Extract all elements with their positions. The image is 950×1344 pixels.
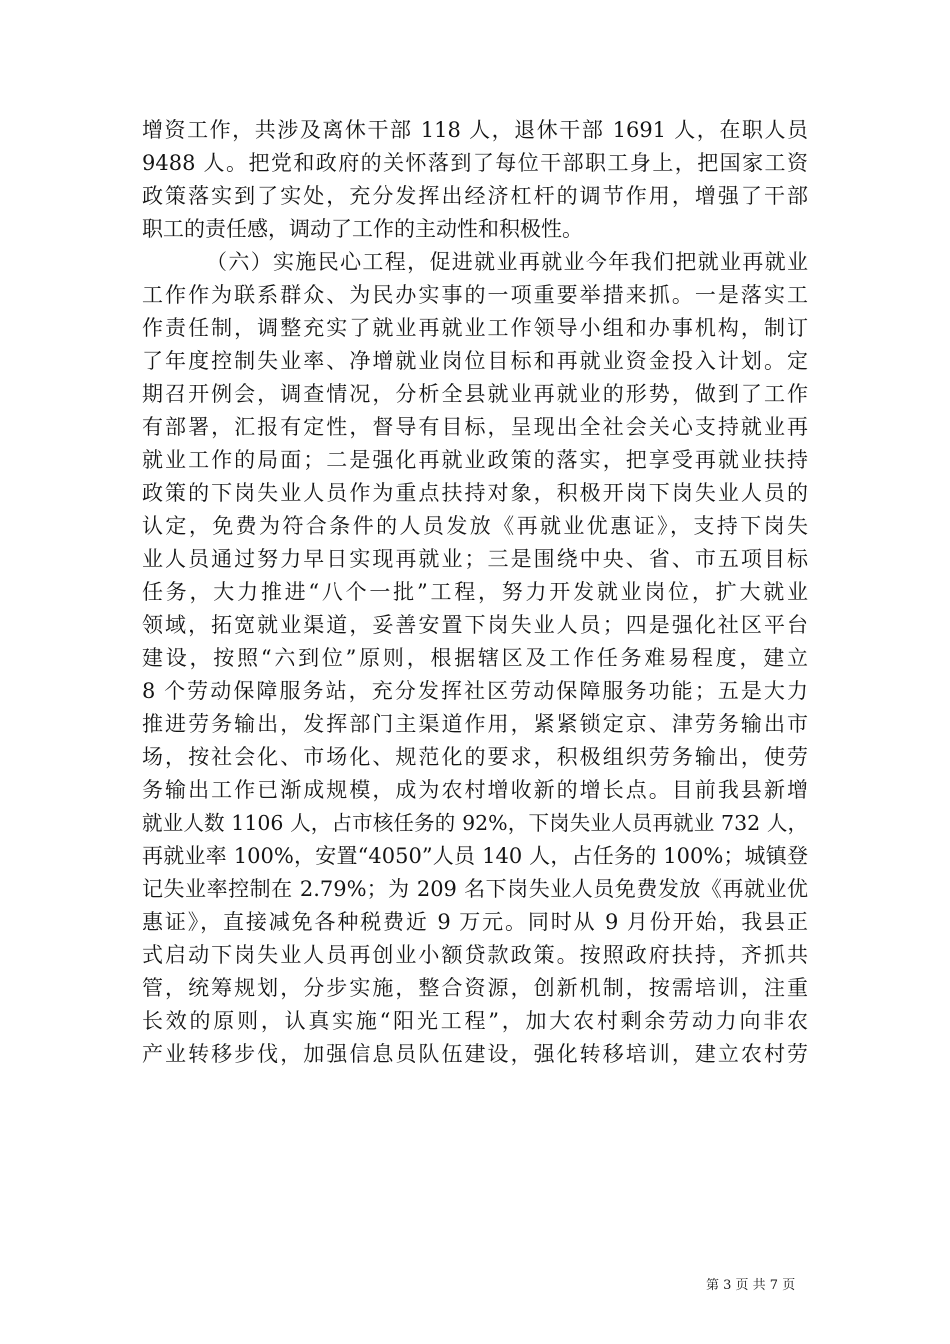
text-line: 领域，拓宽就业渠道，妥善安置下岗失业人员；四是强化社区平台 (142, 613, 808, 637)
text-line: 式启动下岗失业人员再创业小额贷款政策。按照政府扶持，齐抓共 (142, 943, 808, 967)
text-line: 有部署，汇报有定性，督导有目标，呈现出全社会关心支持就业再 (142, 415, 808, 439)
text-line: 工作作为联系群众、为民办实事的一项重要举措来抓。一是落实工 (142, 283, 808, 307)
text-line: 产业转移步伐，加强信息员队伍建设，强化转移培训，建立农村劳 (142, 1042, 808, 1066)
text-line: 务输出工作已渐成规模，成为农村增收新的增长点。目前我县新增 (142, 778, 808, 802)
text-line: 建设，按照“六到位”原则，根据辖区及工作任务难易程度，建立 (142, 646, 808, 670)
text-line: 长效的原则，认真实施“阳光工程”，加大农村剩余劳动力向非农 (142, 1009, 808, 1033)
text-line: 9488 人。把党和政府的关怀落到了每位干部职工身上，把国家工资 (142, 151, 808, 175)
paragraph-start-line: （六）实施民心工程，促进就业再就业今年我们把就业再就业 (206, 250, 808, 274)
text-line: 认定，免费为符合条件的人员发放《再就业优惠证》，支持下岗失 (142, 514, 808, 538)
text-line: 政策的下岗失业人员作为重点扶持对象，积极开岗下岗失业人员的 (142, 481, 808, 505)
page-number-footer: 第 3 页 共 7 页 (706, 1278, 796, 1293)
text-line: 期召开例会，调查情况，分析全县就业再就业的形势，做到了工作 (142, 382, 808, 406)
text-line: 政策落实到了实处，充分发挥出经济杠杆的调节作用，增强了干部 (142, 184, 808, 208)
text-line: 就业工作的局面；二是强化再就业政策的落实，把享受再就业扶持 (142, 448, 808, 472)
text-line: 就业人数 1106 人，占市核任务的 92%，下岗失业人员再就业 732 人， (142, 811, 808, 835)
text-line: 增资工作，共涉及离休干部 118 人，退休干部 1691 人，在职人员 (142, 118, 808, 142)
text-line: 作责任制，调整充实了就业再就业工作领导小组和办事机构，制订 (142, 316, 808, 340)
text-line: 了年度控制失业率、净增就业岗位目标和再就业资金投入计划。定 (142, 349, 808, 373)
text-line: 场，按社会化、市场化、规范化的要求，积极组织劳务输出，使劳 (142, 745, 808, 769)
text-line: 再就业率 100%，安置“4050”人员 140 人，占任务的 100%；城镇登 (142, 844, 808, 868)
text-line: 惠证》，直接减免各种税费近 9 万元。同时从 9 月份开始，我县正 (142, 910, 808, 934)
body-text (142, 114, 808, 1071)
text-line: 任务，大力推进“八个一批”工程，努力开发就业岗位，扩大就业 (142, 580, 808, 604)
text-line: 业人员通过努力早日实现再就业；三是围绕中央、省、市五项目标 (142, 547, 808, 571)
text-line: 管，统筹规划，分步实施，整合资源，创新机制，按需培训，注重 (142, 976, 808, 1000)
text-line: 8 个劳动保障服务站，充分发挥社区劳动保障服务功能；五是大力 (142, 679, 808, 703)
text-line: 推进劳务输出，发挥部门主渠道作用，紧紧锁定京、津劳务输出市 (142, 712, 808, 736)
text-line: 职工的责任感，调动了工作的主动性和积极性。 (142, 217, 583, 241)
text-line: 记失业率控制在 2.79%；为 209 名下岗失业人员免费发放《再就业优 (142, 877, 808, 901)
